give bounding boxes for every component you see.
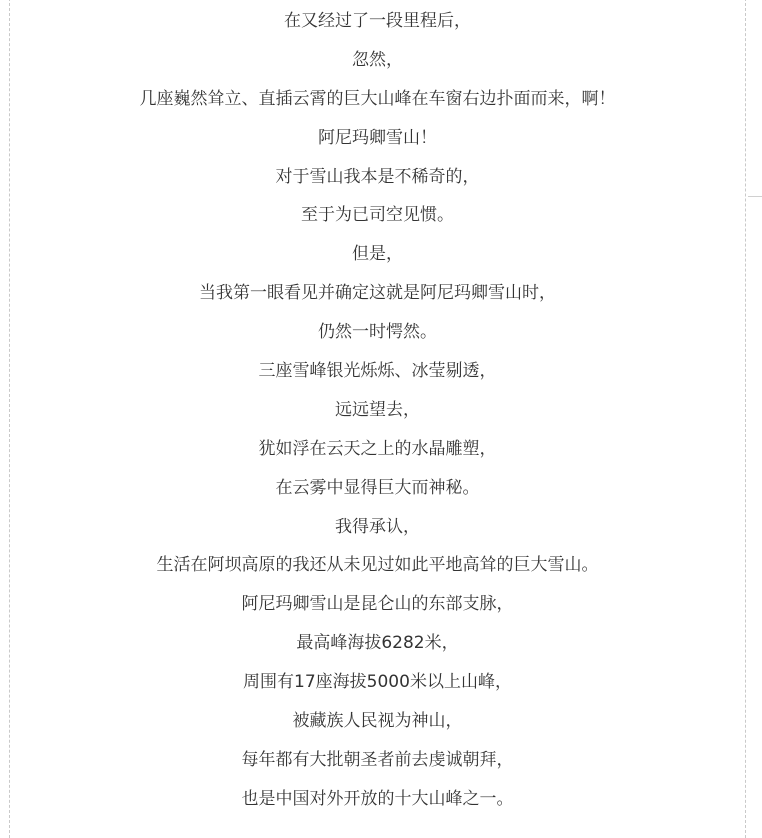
poem-line: 生活在阿坝高原的我还从未见过如此平地高耸的巨大雪山。 <box>156 555 599 576</box>
poem-line: 阿尼玛卿雪山是昆仑山的东部支脉， <box>241 594 514 615</box>
poem-line: 被藏族人民视为神山， <box>292 711 463 732</box>
poem-line: 我得承认， <box>335 516 420 537</box>
poem-line: 至于为已司空见惯。 <box>301 205 454 226</box>
poem-line: 忽然， <box>352 49 403 70</box>
poem-line: 在又经过了一段里程后， <box>284 11 471 31</box>
poem-line: 远远望去， <box>335 399 420 420</box>
poem-line: 仍然一时愕然。 <box>318 322 437 343</box>
poem-line: 犹如浮在云天之上的水晶雕塑， <box>258 438 497 459</box>
poem-line: 最高峰海拔6282米， <box>296 633 459 654</box>
poem-line: 在云雾中显得巨大而神秘。 <box>275 477 480 498</box>
poem-line: 对于雪山我本是不稀奇的， <box>275 166 480 187</box>
poem-line: 也是中国对外开放的十大山峰之一。 <box>241 788 514 809</box>
poem-line: 三座雪峰银光烁烁、冰莹剔透， <box>258 361 497 382</box>
article-body <box>10 2 745 819</box>
poem-line: 周围有17座海拔5000米以上山峰， <box>243 672 512 693</box>
poem-line: 但是， <box>352 244 403 265</box>
poem-line: 几座巍然耸立、直插云霄的巨大山峰在车窗右边扑面而来，啊！ <box>139 88 616 109</box>
poem-line: 当我第一眼看见并确定这就是阿尼玛卿雪山时， <box>199 283 556 304</box>
poem-line: 阿尼玛卿雪山！ <box>318 127 437 148</box>
poem-line: 每年都有大批朝圣者前去虔诚朝拜， <box>241 749 514 770</box>
scroll-edge-mark <box>748 196 762 197</box>
